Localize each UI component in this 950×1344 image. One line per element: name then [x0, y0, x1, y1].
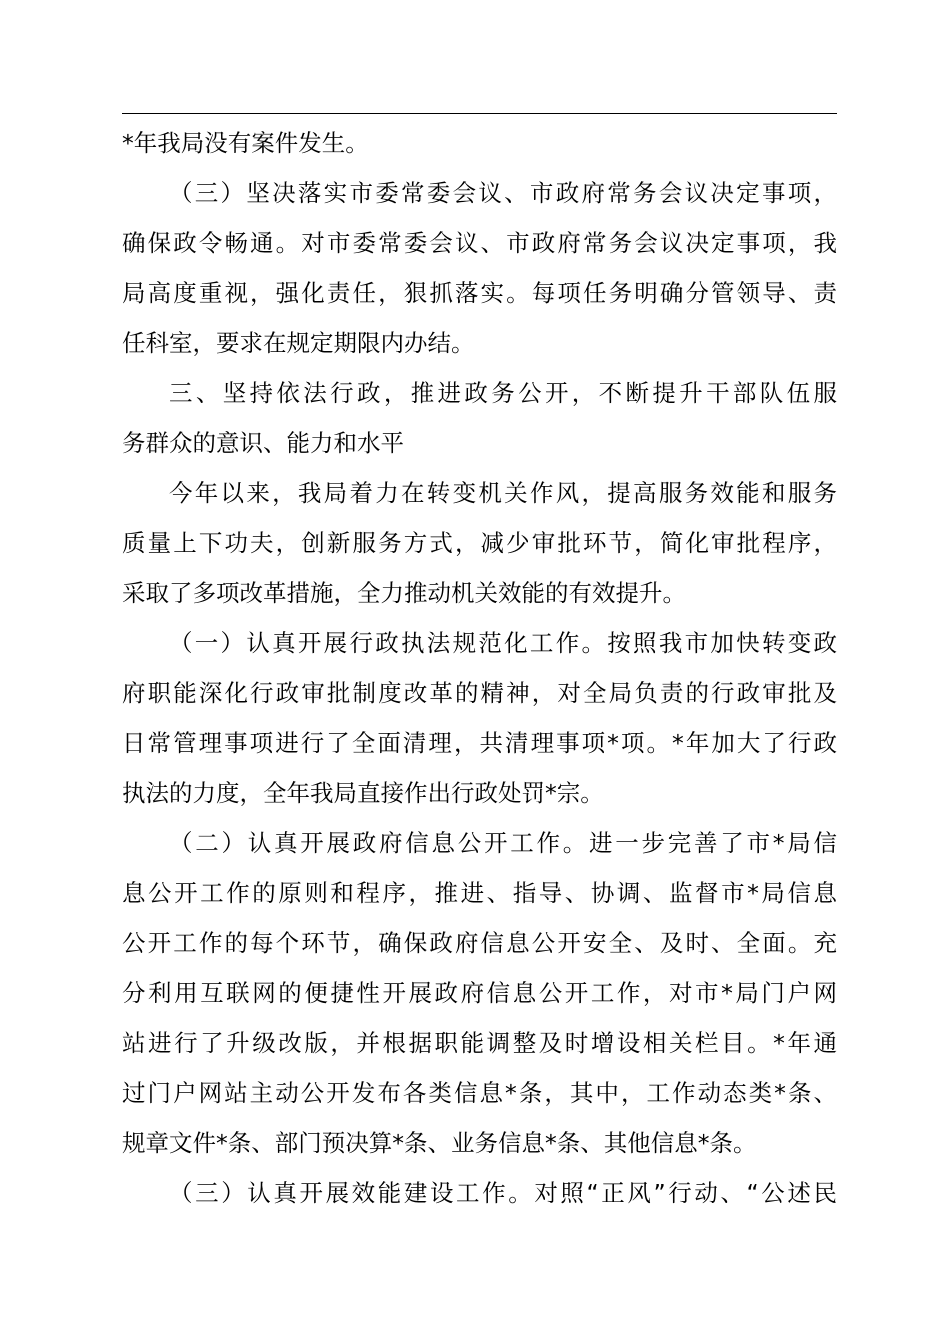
- text-line-15: （二）认真开展政府信息公开工作。进一步完善了市*局信: [169, 829, 837, 857]
- text-line-09: 质量上下功夫，创新服务方式，减少审批环节，简化审批程序，: [122, 529, 837, 557]
- header-rule: [122, 113, 837, 114]
- text-line-21: 规章文件*条、部门预决算*条、业务信息*条、其他信息*条。: [122, 1129, 757, 1157]
- text-line-10: 采取了多项改革措施，全力推动机关效能的有效提升。: [122, 579, 686, 607]
- text-line-05: 任科室，要求在规定期限内办结。: [122, 329, 475, 357]
- text-line-18: 分利用互联网的便捷性开展政府信息公开工作，对市*局门户网: [122, 979, 837, 1007]
- text-line-13: 日常管理事项进行了全面清理，共清理事项*项。*年加大了行政: [122, 729, 837, 757]
- text-line-19: 站进行了升级改版，并根据职能调整及时增设相关栏目。*年通: [122, 1029, 837, 1057]
- text-line-01: *年我局没有案件发生。: [122, 129, 369, 157]
- text-line-17: 公开工作的每个环节，确保政府信息公开安全、及时、全面。充: [122, 929, 837, 957]
- text-line-04: 局高度重视，强化责任，狠抓落实。每项任务明确分管领导、责: [122, 279, 837, 307]
- text-line-20: 过门户网站主动公开发布各类信息*条，其中，工作动态类*条、: [122, 1079, 837, 1107]
- text-line-11: （一）认真开展行政执法规范化工作。按照我市加快转变政: [169, 629, 837, 657]
- section-heading-line-1: 三、坚持依法行政，推进政务公开，不断提升干部队伍服: [169, 379, 837, 407]
- text-line-14: 执法的力度，全年我局直接作出行政处罚*宗。: [122, 779, 604, 807]
- text-line-08: 今年以来，我局着力在转变机关作风，提高服务效能和服务: [169, 479, 837, 507]
- text-line-12: 府职能深化行政审批制度改革的精神，对全局负责的行政审批及: [122, 679, 837, 707]
- text-line-03: 确保政令畅通。对市委常委会议、市政府常务会议决定事项，我: [122, 229, 837, 257]
- text-line-16: 息公开工作的原则和程序，推进、指导、协调、监督市*局信息: [122, 879, 837, 907]
- document-body: [122, 118, 837, 1218]
- section-heading-line-2: 务群众的意识、能力和水平: [122, 429, 404, 457]
- text-line-02: （三）坚决落实市委常委会议、市政府常务会议决定事项，: [169, 179, 837, 207]
- text-line-22: （三）认真开展效能建设工作。对照“正风”行动、“公述民: [169, 1179, 837, 1207]
